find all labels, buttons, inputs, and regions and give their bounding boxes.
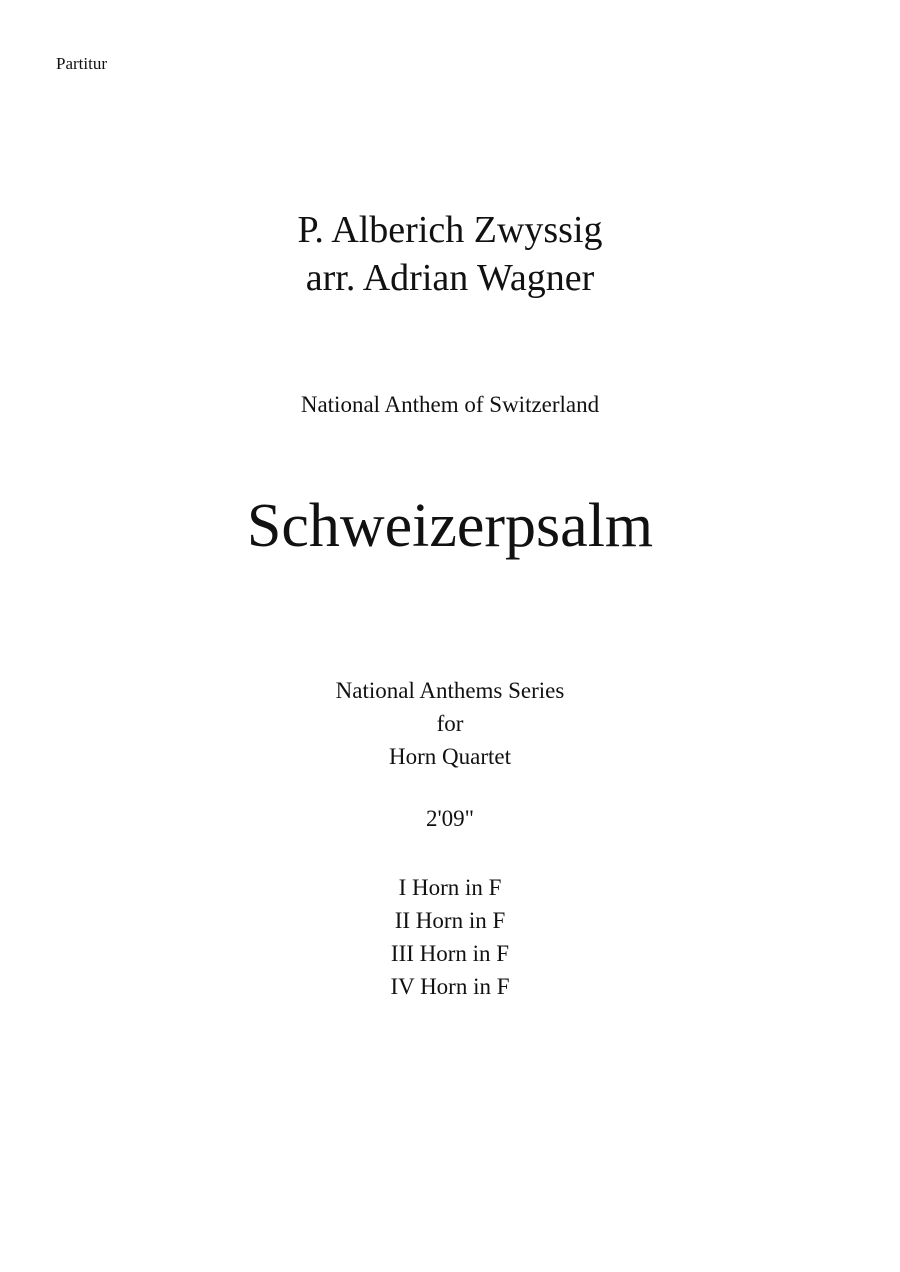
instrument-list bbox=[0, 871, 900, 1003]
series-connector: for bbox=[436, 711, 464, 736]
instrument-item: I Horn in F bbox=[398, 875, 502, 900]
instrument-item: III Horn in F bbox=[390, 941, 510, 966]
instrument-item: II Horn in F bbox=[394, 908, 506, 933]
series-block bbox=[0, 674, 900, 773]
series-name: National Anthems Series bbox=[335, 678, 565, 703]
duration: 2'09" bbox=[425, 806, 475, 831]
arranger-name: arr. Adrian Wagner bbox=[305, 257, 595, 299]
page-title: Schweizerpsalm bbox=[246, 492, 654, 560]
partitur-label: Partitur bbox=[56, 54, 107, 73]
ensemble-name: Horn Quartet bbox=[389, 744, 511, 769]
composer-name: P. Alberich Zwyssig bbox=[297, 209, 603, 251]
credits-block bbox=[0, 206, 900, 302]
instrument-item: IV Horn in F bbox=[390, 974, 510, 999]
subtitle: National Anthem of Switzerland bbox=[300, 392, 600, 417]
